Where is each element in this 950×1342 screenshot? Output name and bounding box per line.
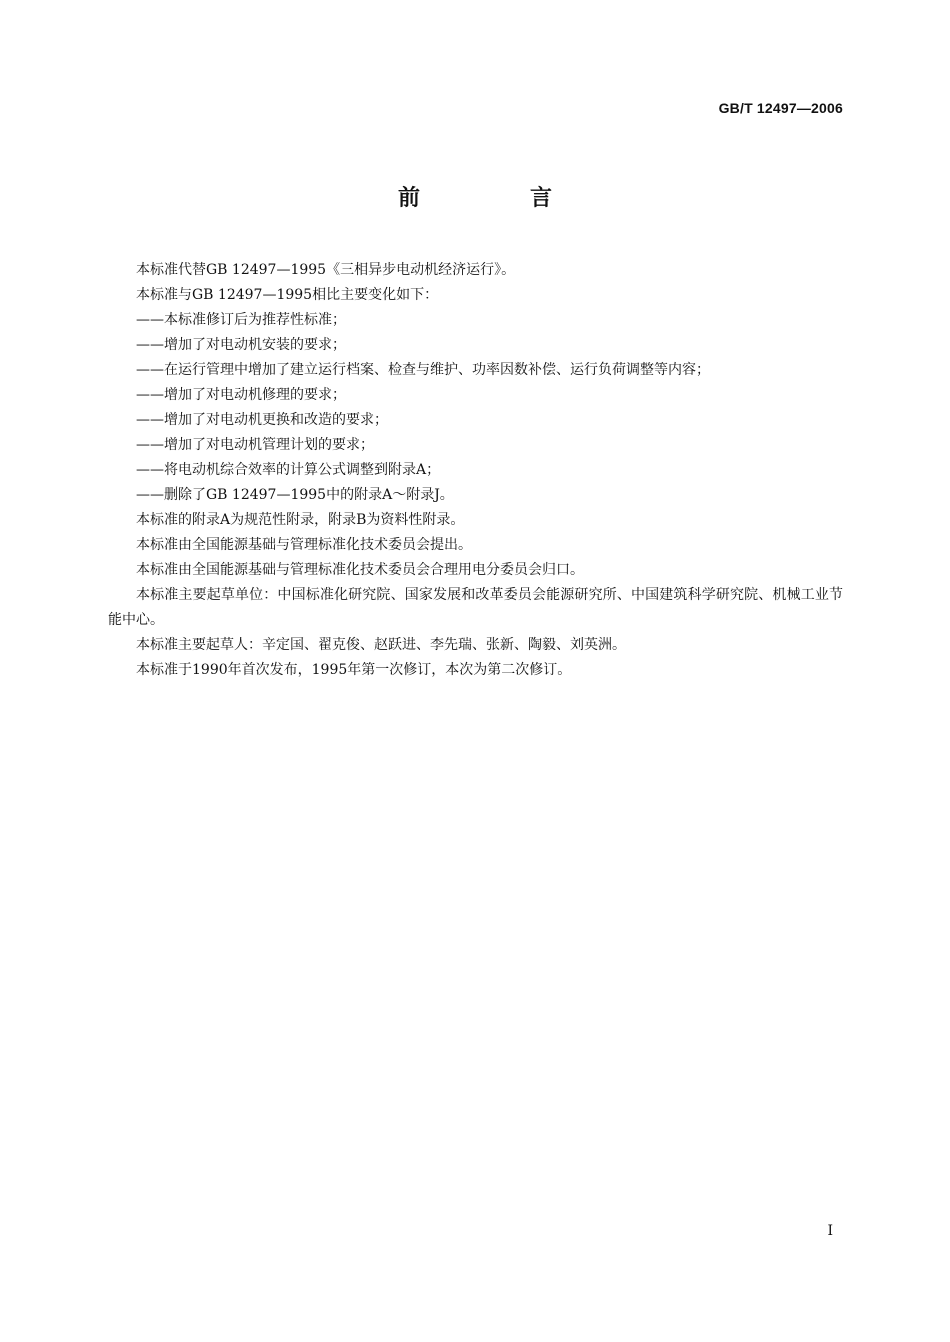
- change-item: ——在运行管理中增加了建立运行档案、检查与维护、功率因数补偿、运行负荷调整等内容；: [136, 362, 710, 378]
- paragraph-drafting-units: 本标准主要起草单位：中国标准化研究院、国家发展和改革委员会能源研究所、中国建筑科学研究院、机械工业节能中心。: [108, 587, 843, 628]
- paragraph-replaces: 本标准代替GB 12497—1995《三相异步电动机经济运行》。: [136, 262, 516, 278]
- change-item: ——删除了GB 12497—1995中的附录A～附录J。: [136, 487, 454, 503]
- paragraph-appendix-note: 本标准的附录A为规范性附录，附录B为资料性附录。: [136, 512, 465, 528]
- paragraph-changes-intro: 本标准与GB 12497—1995相比主要变化如下：: [136, 287, 439, 303]
- paragraph-drafters: 本标准主要起草人：辛定国、翟克俊、赵跃进、李先瑞、张新、陶毅、刘英洲。: [136, 637, 626, 653]
- paragraph-history: 本标准于1990年首次发布，1995年第一次修订，本次为第二次修订。: [136, 662, 572, 678]
- page-title: 前 言: [397, 186, 596, 211]
- paragraph-under-jurisdiction: 本标准由全国能源基础与管理标准化技术委员会合理用电分委员会归口。: [136, 562, 584, 578]
- change-item: ——增加了对电动机安装的要求；: [136, 337, 346, 353]
- change-item: ——将电动机综合效率的计算公式调整到附录A；: [136, 462, 441, 478]
- paragraph-proposed-by: 本标准由全国能源基础与管理标准化技术委员会提出。: [136, 537, 472, 553]
- change-item: ——增加了对电动机更换和改造的要求；: [136, 412, 388, 428]
- page-number: I: [827, 1223, 833, 1239]
- standard-code: GB/T 12497—2006: [718, 100, 843, 116]
- foreword-body: [108, 258, 843, 683]
- change-item: ——增加了对电动机修理的要求；: [136, 387, 346, 403]
- change-item: ——本标准修订后为推荐性标准；: [136, 312, 346, 328]
- change-item: ——增加了对电动机管理计划的要求；: [136, 437, 374, 453]
